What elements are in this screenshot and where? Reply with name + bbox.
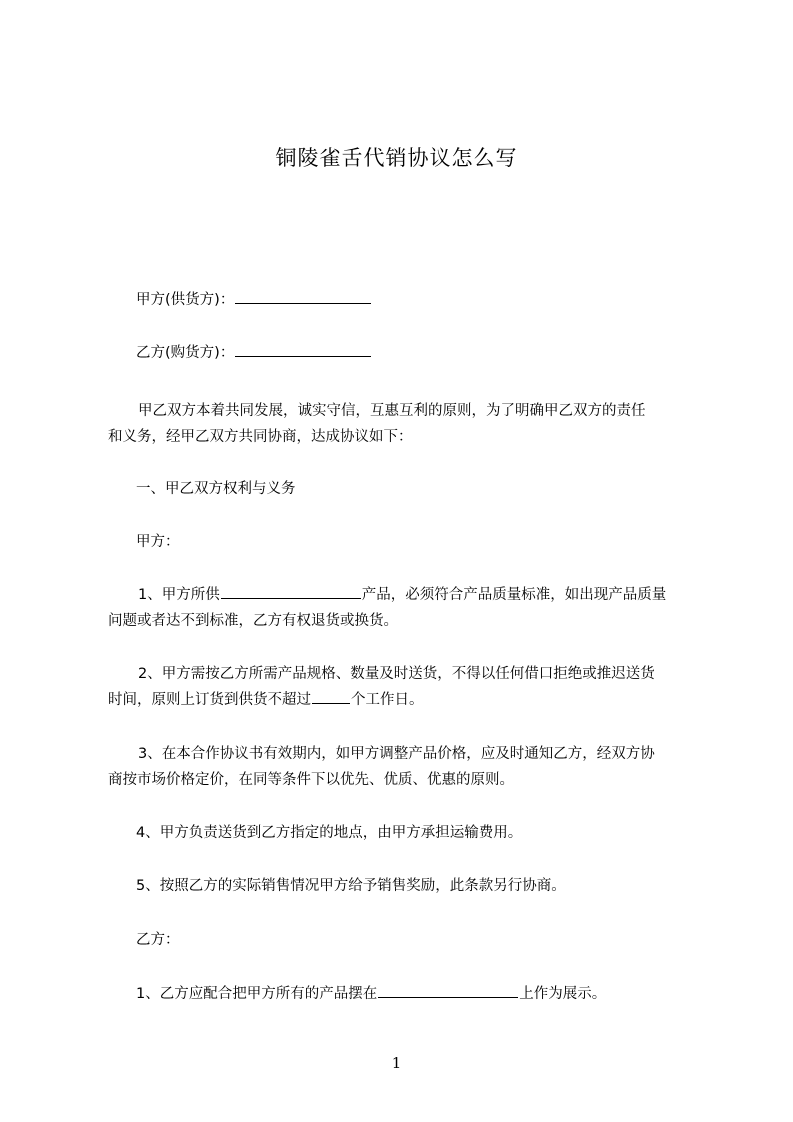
clause-b1-suffix: 上作为展示。 [519, 986, 607, 1002]
party-a-heading: 甲方： [136, 534, 180, 550]
intro-line-2: 和义务，经甲乙双方共同协商，达成协议如下： [108, 429, 413, 445]
party-b-label: 乙方(购货方)： [136, 345, 235, 361]
page-number: 1 [391, 1054, 402, 1072]
clause-a4: 4、甲方负责送货到乙方指定的地点，由甲方承担运输费用。 [136, 825, 523, 841]
clause-a2-line-2 [108, 686, 708, 714]
clause-a2-prefix: 时间，原则上订货到供货不超过 [108, 692, 311, 708]
clause-a2-blank[interactable] [312, 689, 350, 704]
clause-a3-line-1: 3、在本合作协议书有效期内，如甲方调整产品价格，应及时通知乙方，经双方协 [138, 746, 655, 762]
clause-a5: 5、按照乙方的实际销售情况甲方给予销售奖励，此条款另行协商。 [136, 878, 566, 894]
clause-a1-blank[interactable] [221, 584, 361, 599]
clause-a1-line-2: 问题或者达不到标准，乙方有权退货或换货。 [108, 613, 398, 629]
document-title: 铜陵雀舌代销协议怎么写 [275, 146, 518, 170]
party-a-blank[interactable] [235, 289, 371, 304]
party-a-label: 甲方(供货方)： [136, 292, 235, 308]
party-a-line [136, 286, 736, 314]
party-b-blank[interactable] [235, 342, 371, 357]
clause-a1-prefix: 1、甲方所供 [138, 587, 220, 603]
clause-b1 [136, 980, 736, 1008]
clause-a2-line-1: 2、甲方需按乙方所需产品规格、数量及时送货，不得以任何借口拒绝或推迟送货 [138, 666, 655, 682]
intro-line-1: 甲乙双方本着共同发展，诚实守信，互惠互利的原则，为了明确甲乙双方的责任 [138, 403, 646, 419]
clause-a1-line-1 [138, 581, 738, 609]
clause-b1-prefix: 1、乙方应配合把甲方所有的产品摆在 [136, 986, 378, 1002]
clause-a1-suffix: 产品，必须符合产品质量标准，如出现产品质量 [361, 587, 667, 603]
clause-a3-line-2: 商按市场价格定价，在同等条件下以优先、优质、优惠的原则。 [108, 772, 514, 788]
party-b-heading: 乙方： [136, 932, 180, 948]
section-1-heading: 一、甲乙双方权利与义务 [136, 481, 296, 497]
party-b-line [136, 339, 736, 367]
clause-a2-suffix: 个工作日。 [351, 692, 424, 708]
clause-b1-blank[interactable] [378, 983, 518, 998]
